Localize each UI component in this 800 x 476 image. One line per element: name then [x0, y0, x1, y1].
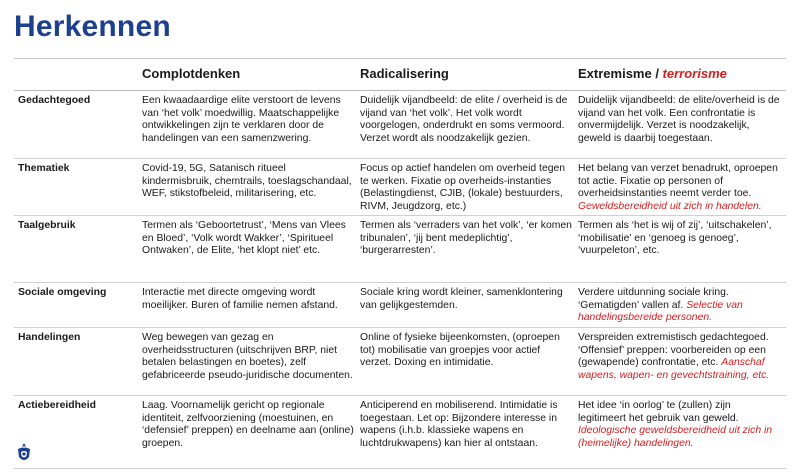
cell-extremisme — [578, 159, 786, 215]
table-row-gedachtegoed — [14, 91, 786, 159]
cell-text: Verspreiden extremistisch gedachtegoed. ‘Offensief’ preppen: voorbereiden op een (gewapende) confrontatie, etc. — [578, 332, 769, 369]
cell-extremisme — [578, 216, 786, 282]
comparison-table — [14, 58, 786, 460]
row-label: Taalgebruik — [18, 220, 76, 231]
cell-text: Het belang van verzet benadrukt, oproepen tot actie. Fixatie op personen of overheidsinstanties neemt verder toe. — [578, 163, 778, 200]
header-empty — [14, 59, 142, 90]
police-logo-icon — [14, 442, 34, 464]
header-terrorisme-text: terrorisme — [662, 66, 727, 81]
row-label: Thematiek — [18, 163, 70, 174]
cell-complotdenken: Een kwaadaardige elite verstoort de levens van ‘het volk’ moedwillig. Maatschappelijke ontwikkelingen zijn te verklaren door de handelingen van een samenzwering. — [142, 95, 341, 144]
cell-text: Het idee ‘in oorlog’ te (zullen) zijn legitimeert het gebruik van geweld. — [578, 400, 739, 424]
header-extremisme — [578, 59, 786, 90]
row-label: Handelingen — [18, 332, 81, 343]
footer-rule — [14, 468, 786, 469]
cell-radicalisering: Anticiperend en mobiliserend. Intimidatie is toegestaan. Let op: Bijzondere interesse in wapens (i.h.b. klassieke wapens en luchtdrukwapens) kan hier al ontstaan. — [360, 400, 558, 449]
cell-radicalisering: Focus op actief handelen om overheid tegen te werken. Fixatie op overheids-instanties (Belastingdienst, CJIB, (lokale) bestuurders, RIVM, Jeugdzorg, etc.) — [360, 163, 566, 212]
table-row-thematiek — [14, 159, 786, 216]
cell-complotdenken: Weg bewegen van gezag en overheidsstructuren (uitschrijven BRP, niet betalen belastingen en boetes), zelf gefabriceerde pseudo-juridische documenten. — [142, 332, 353, 381]
table-row-handelingen — [14, 328, 786, 396]
table-row-taalgebruik — [14, 216, 786, 283]
row-label: Gedachtegoed — [18, 95, 91, 106]
cell-extremisme — [578, 328, 786, 395]
cell-extremisme — [578, 396, 786, 460]
cell-complotdenken: Covid-19, 5G, Satanisch ritueel kindermisbruik, chemtrails, toeslagschandaal, WEF, stikstofbeleid, militarisering, etc. — [142, 163, 352, 200]
cell-highlight: Selectie van handelingsbereide personen. — [578, 299, 743, 324]
cell-highlight: Ideologische geweldsbereidheid uit zich in (heimelijke) handelingen. — [578, 425, 773, 449]
table-row-actiebereidheid — [14, 396, 786, 460]
cell-text: Termen als ‘het is wij of zij’, ‘uitschakelen’, ‘mobilisatie’ en ‘genoeg is genoeg’, ‘vuurpeleton’, etc. — [578, 220, 772, 257]
cell-radicalisering: Duidelijk vijandbeeld: de elite / overheid is de vijand van ‘het volk’. Het volk wordt voorgelogen, onderdrukt en soms vermoord. Verzet wordt als noodzakelijk gezien. — [360, 95, 568, 144]
table-row-sociale-omgeving — [14, 283, 786, 328]
cell-text: Verdere uitdunning sociale kring. ‘Gematigden’ vallen af. — [578, 287, 729, 311]
cell-radicalisering: Sociale kring wordt kleiner, samenklontering van gelijkgestemden. — [360, 287, 563, 311]
cell-radicalisering: Termen als ‘verraders van het volk’, ‘er komen tribunalen’, ‘jij bent medeplichtig’, ‘burgerarresten’. — [360, 220, 572, 257]
row-label: Sociale omgeving — [18, 287, 107, 298]
row-label: Actiebereidheid — [18, 400, 96, 411]
cell-highlight: Geweldsbereidheid uit zich in handelen. — [578, 200, 762, 212]
cell-extremisme — [578, 91, 786, 158]
cell-complotdenken: Laag. Voornamelijk gericht op regionale identiteit, zelfvoorziening (moestuinen, en ‘defensief’ preppen) en deelname aan (online) groepen. — [142, 400, 354, 449]
cell-extremisme — [578, 283, 786, 327]
cell-text: Duidelijk vijandbeeld: de elite/overheid is de vijand van het volk. Een confrontatie is onvermijdelijk. Verzet is noodzakelijk, geweld is daarbij toegestaan. — [578, 95, 780, 144]
cell-complotdenken: Interactie met directe omgeving wordt moeilijker. Buren of familie nemen afstand. — [142, 287, 338, 311]
cell-radicalisering: Online of fysieke bijeenkomsten, (oproepen tot) mobilisatie van groepjes voor actief verzet. Doxing en intimidatie. — [360, 332, 560, 369]
header-radicalisering: Radicalisering — [360, 66, 449, 81]
header-complotdenken: Complotdenken — [142, 66, 241, 81]
header-extremisme-text: Extremisme / — [578, 66, 663, 81]
table-header-row — [14, 59, 786, 91]
cell-highlight: Aanschaf wapens, wapen- en gevechtstraining, etc. — [578, 357, 770, 381]
cell-complotdenken: Termen als ‘Geboortetrust’, ‘Mens van Vlees en Bloed’, ‘Volk wordt Wakker’, ‘Spiritueel Ontwaken’, de Elite, ‘het klopt niet’ etc. — [142, 220, 346, 257]
page-title: Herkennen — [14, 10, 171, 43]
